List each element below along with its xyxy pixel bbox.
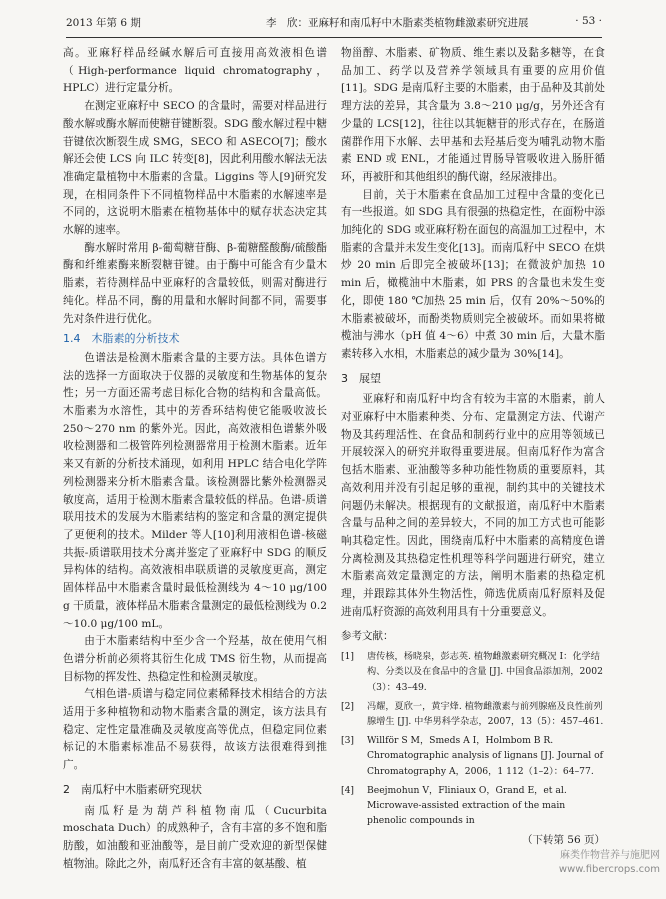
reference-number: [1] xyxy=(341,651,355,663)
reference-item xyxy=(341,783,605,829)
paragraph: 南瓜籽是为葫芦科植物南瓜（Cucurbita moschata Duch）的成熟种子，含有丰富的多不饱和脂肪酸，如油酸和亚油酸等，是目前广受欢迎的新型保健植物油。除此之外，南瓜籽还含有丰富的氨基酸、植 xyxy=(63,804,327,870)
watermark xyxy=(559,849,660,877)
section-heading-2: 2 南瓜籽中木脂素研究现状 xyxy=(63,782,202,796)
paragraph: 酶水解时常用 β-葡萄糖苷酶、β-葡糖醛酸酶/硫酸酯酶和纤维素酶来断裂糖苷键。由于酶中可能含有少量木脂素，若待测样品中亚麻籽的含量较低，则需对酶进行纯化。样品不同，酶的用量和水解时间都不同，需要事先对条件进行优化。 xyxy=(63,241,327,325)
right-column xyxy=(341,45,605,850)
section-heading-3: 3 展望 xyxy=(341,371,381,385)
paragraph: 由于木脂素结构中至少含一个羟基，故在使用气相色谱分析前必须将其衍生化成 TMS 衍生物，从而提高目标物的挥发性、热稳定性和检测灵敏度。 xyxy=(63,635,327,683)
watermark-url: www.fibercrops.com xyxy=(558,864,660,875)
issue-label: 2013 年第 6 期 xyxy=(66,17,141,29)
paragraph: 高。亚麻籽样品经碱水解后可直接用高效液相色谱（High-performance liquid chromatography，HPLC）进行定量分析。 xyxy=(63,47,327,95)
references-heading: 参考文献： xyxy=(341,629,394,642)
paragraph: 亚麻籽和南瓜籽中均含有较为丰富的木脂素，前人对亚麻籽中木脂素种类、分布、定量测定方法、代谢产物及其药理活性、在食品和制药行业中的应用等领域已开展较深入的研究并取得重要进展。但南瓜籽作为富含包括木脂素、亚油酸等多种功能性物质的重要原料，其高效利用并没有引起足够的重视，制约其中的关键技术问题仍未解决。根据现有的文献报道，南瓜籽中木脂素含量与品种之间的差异较大，不同的加工方式也可能影响其稳定性。因此，围绕南瓜籽中木脂素的高精度色谱分离检测及其热稳定性机理等科学问题进行研究，建立木脂素高效定量测定的方法，阐明木脂素的热稳定机理，并跟踪其体外生物活性，筛选优质南瓜籽原料及促进南瓜籽资源的高效利用具有十分重要意义。 xyxy=(341,393,605,618)
watermark-name: 麻类作物营养与施肥网 xyxy=(560,850,660,861)
reference-number: [3] xyxy=(341,735,355,747)
reference-text: Beejmohun V，Fliniaux O，Grand E，et al. Microwave-assisted extraction of the main phenolic compounds in xyxy=(367,784,567,827)
running-header xyxy=(66,11,602,38)
continued-note: （下转第 56 页） xyxy=(521,834,605,847)
reference-text: 唐传核，杨晓泉，彭志英. 植物雌激素研究概况 Ⅰ：化学结构、分类以及在食品中的含量 [J]. 中国食品添加剂，2002（3）：43–49. xyxy=(367,651,603,693)
reference-item xyxy=(341,649,605,695)
paragraph: 目前，关于木脂素在食品加工过程中含量的变化已有一些报道。如 SDG 具有很强的热稳定性，在面粉中添加纯化的 SDG 或亚麻籽粉在面包的高温加工过程中，木脂素的含量并未发生变化[13]。而南瓜籽中 SECO 在烘炒 20 min 后即完全被破坏[13]；在微波炉加热 10 min 后，橄榄油中木脂素，如 PRS 的含量也未发生变化，即使 180 ℃加热 25 min 后，仅有 20%～50%的木脂素被破坏，而酚类物质则完全被破坏。而如果将橄榄油与沸水（pH 值 4～6）中煮 30 min 后，大量木脂素转移入水相，木脂素总的减少量为 30%[14]。 xyxy=(341,188,606,360)
reference-number: [2] xyxy=(341,700,355,712)
paragraph: 物甾醇、木脂素、矿物质、维生素以及黏多糖等，在食品加工、药学以及营养学领域具有重要的应用价值[11]。SDG 是南瓜籽主要的木脂素，由于品种及其前处理方法的差异，其含量为 3.8～210 μg/g，另外还含有少量的 LCS[12]，往往以其轭糖苷的形式存在，在肠道菌群作用下水解、去甲基和去羟基后变为哺乳动物木脂素 END 或 ENL，才能通过胃肠导管吸收进入肠肝循环，再被肝和其他组织的酶代谢，经尿液排出。 xyxy=(341,47,605,183)
paragraph: 在测定亚麻籽中 SECO 的含量时，需要对样品进行酸水解或酶水解而使糖苷键断裂。SDG 酸水解过程中糖苷键依次断裂生成 SMG，SECO 和 ASECO[7]；酸水解还会使 LCS 向 ILC 转变[8]，因此利用酸水解法无法准确定量植物中木脂素的含量。Liggins 等人[9]研究发现，在相同条件下不同植物样品中木脂素的水解速率是不同的，这说明木脂素在植物基体中的赋存状态决定其水解的速率。 xyxy=(63,100,327,237)
reference-number: [4] xyxy=(341,784,355,796)
paragraph: 色谱法是检测木脂素含量的主要方法。具体色谱方法的选择一方面取决于仪器的灵敏度和生物基体的复杂性；另一方面还需考虑目标化合物的结构和含量高低。木脂素为水溶性，其中的芳香环结构使它能吸收波长 250～270 nm 的紫外光。因此，高效液相色谱紫外吸收检测器和二极管阵列检测器常用于检测木脂素。近年来又有新的分析技术涌现，如利用 HPLC 结合电化学阵列检测器来分析木脂素含量。该检测器比紫外检测器灵敏度高，适用于检测木脂素含量较低的样品。色谱-质谱联用技术的发展为木脂素结构的鉴定和含量的测定提供了更便利的技术。Milder 等人[10]利用液相色谱-核磁共振-质谱联用技术分离并鉴定了亚麻籽中 SDG 的顺反异构体的结构。高效液相串联质谱的灵敏度更高，测定固体样品中木脂素含量时最低检测线为 4～10 μg/100 g 干质量，液体样品木脂素含量测定的最低检测线为 0.2～10.0 μg/100 mL。 xyxy=(63,351,327,630)
reference-text: 冯耀，夏欣一，黄宇烽. 植物雌激素与前列腺癌及良性前列腺增生 [J]. 中华男科学杂志，2007，13（5）：457–461. xyxy=(367,700,604,728)
section-heading-1-4: 1.4 木脂素的分析技术 xyxy=(63,332,180,346)
reference-item xyxy=(341,699,605,729)
reference-item xyxy=(341,733,605,779)
reference-text: Willför S M，Smeds A I，Holmbom B R. Chromatographic analysis of lignans [J]. Journal of Chromatography A，2006，1 112（1–2）：64–77. xyxy=(367,735,604,777)
left-column xyxy=(63,45,327,873)
page-number: · 53 · xyxy=(575,15,602,27)
running-title: 李 欣：亚麻籽和南瓜籽中木脂素类植物雌激素研究进展 xyxy=(266,17,529,29)
paragraph: 气相色谱-质谱与稳定同位素稀释技术相结合的方法适用于多种植物和动物木脂素含量的测定，该方法具有稳定、定性定量准确及灵敏度高等优点，但稳定同位素标记的木脂素标准品不易获得，故该方法很难得到推广。 xyxy=(63,688,327,772)
